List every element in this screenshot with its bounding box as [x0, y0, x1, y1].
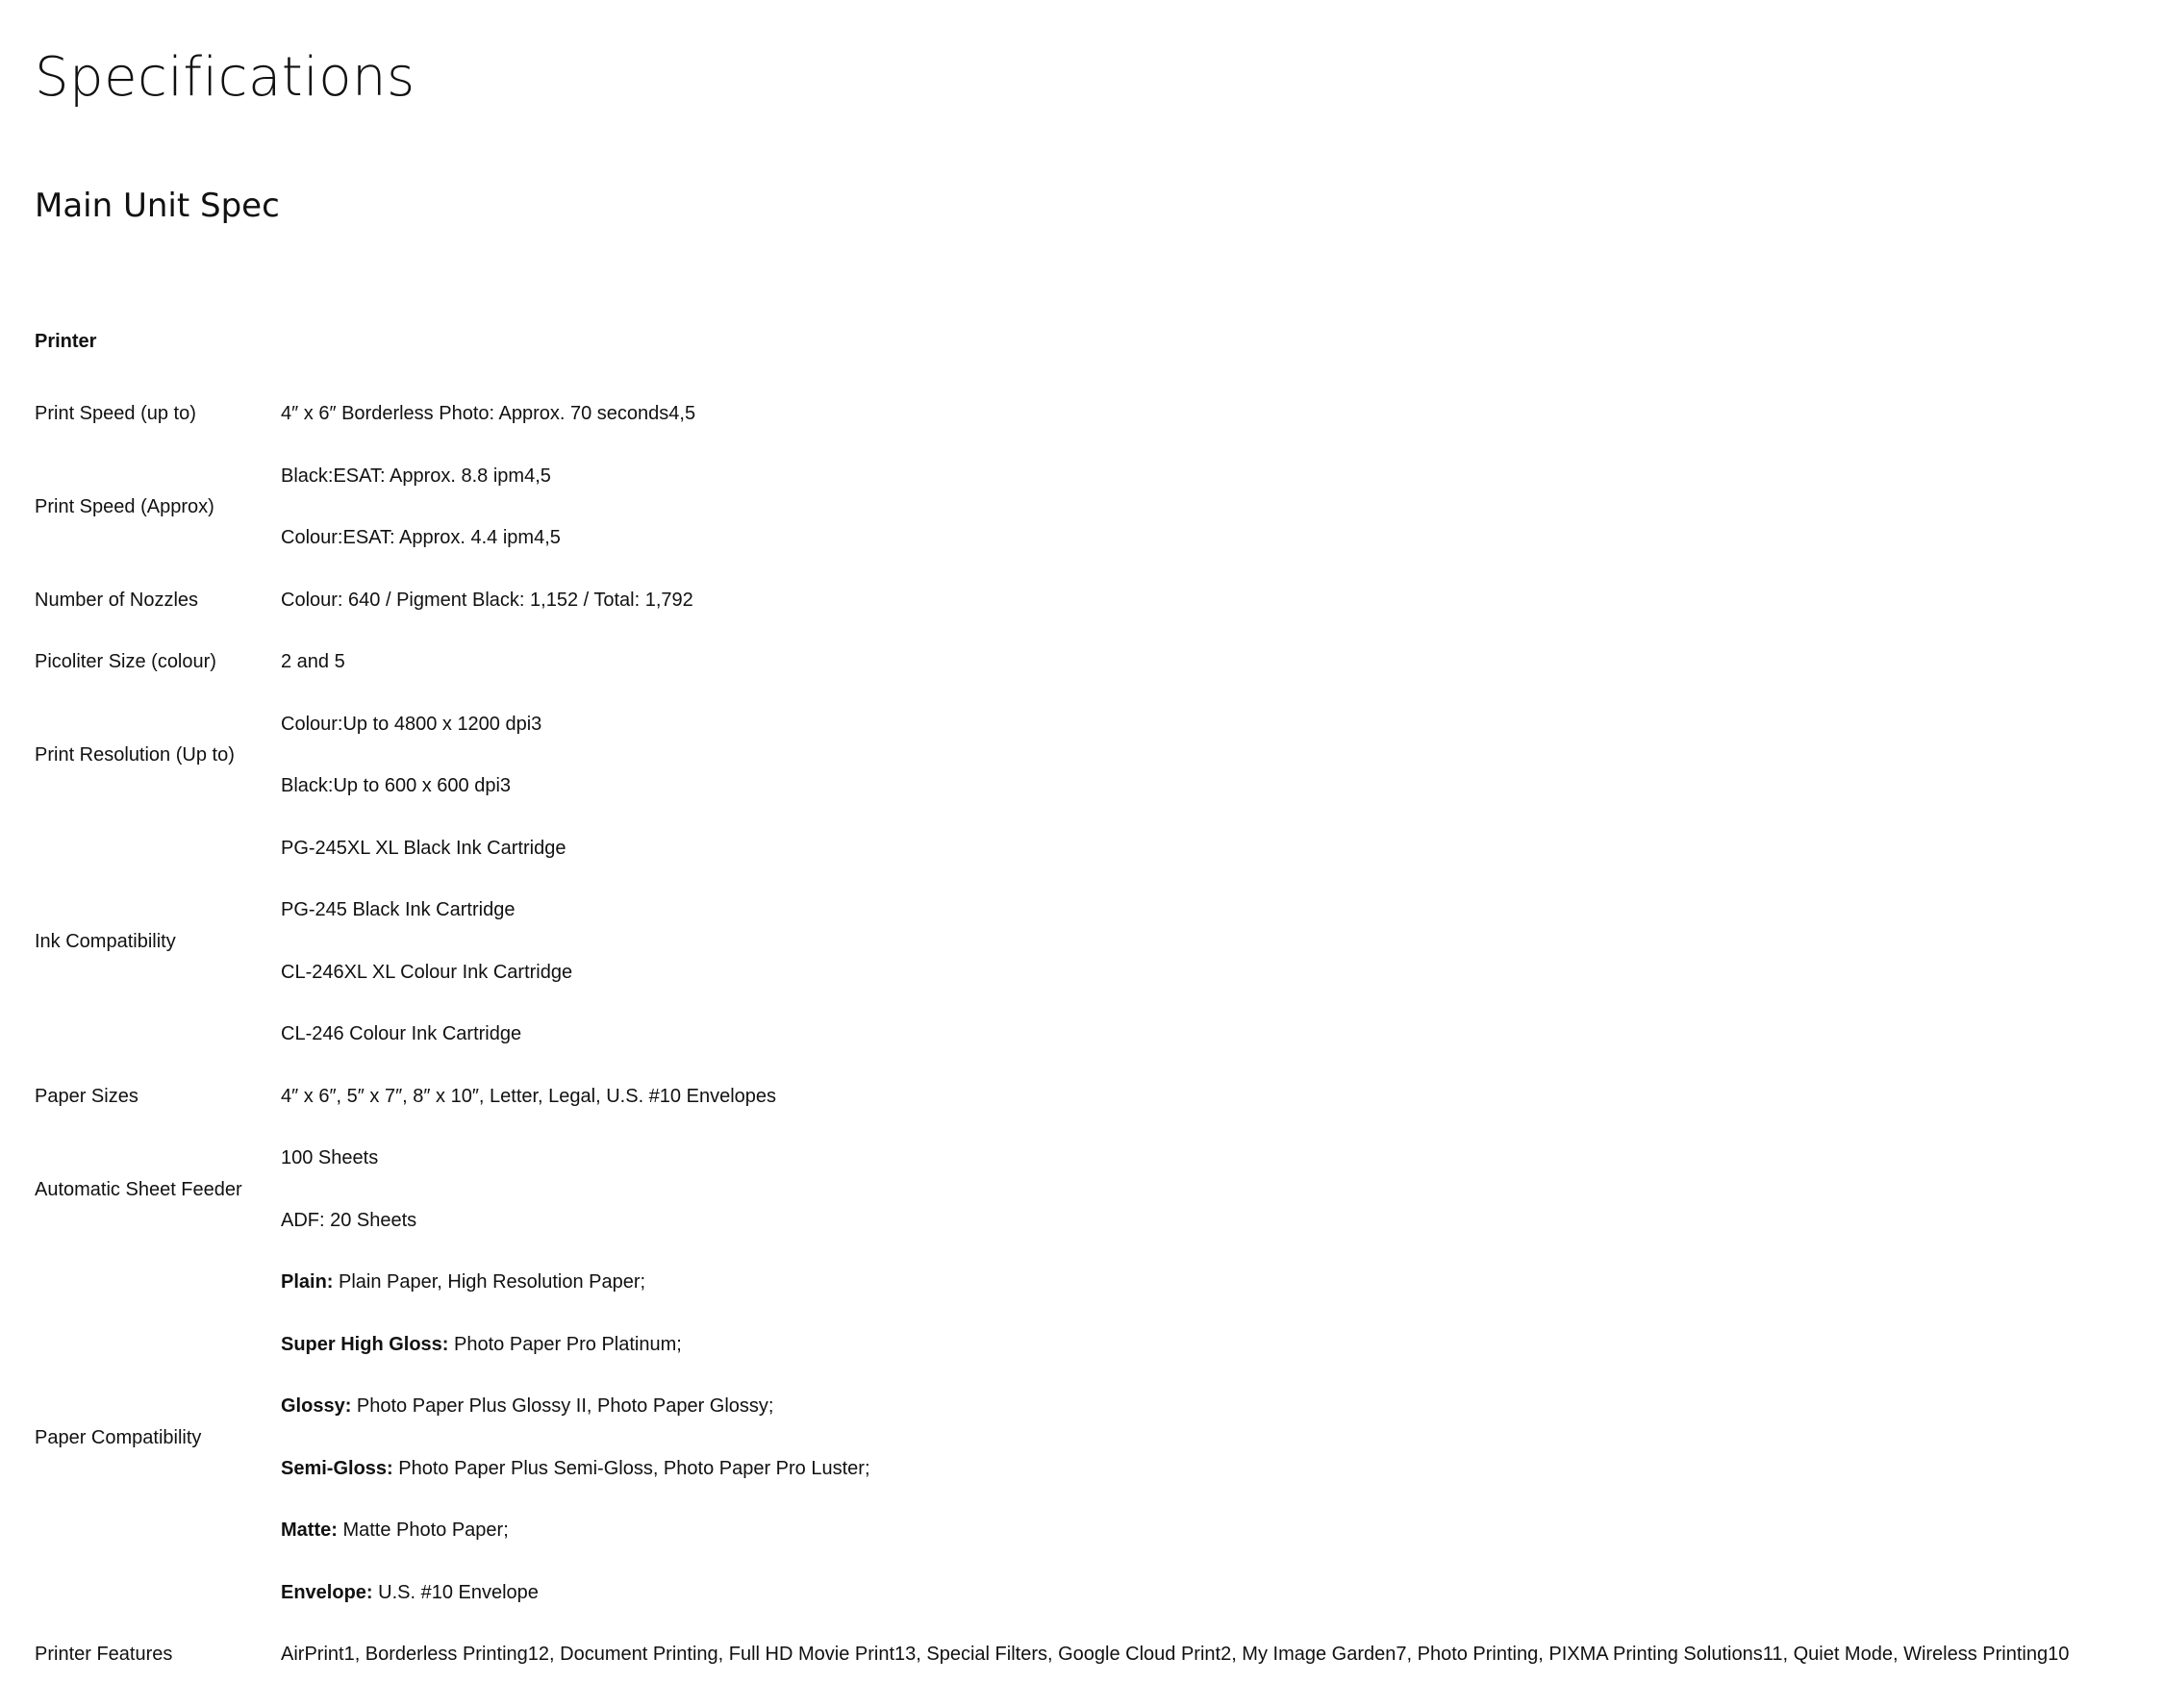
- spec-value: Colour:Up to 4800 x 1200 dpi3: [281, 713, 542, 735]
- spec-value: 4″ x 6″, 5″ x 7″, 8″ x 10″, Letter, Legal, U.S. #10 Envelopes: [281, 1085, 776, 1107]
- page-title: Specifications: [35, 46, 415, 109]
- spec-label: Print Speed (Approx): [35, 496, 214, 517]
- spec-value: [281, 1314, 2164, 1376]
- spec-value: ADF: 20 Sheets: [281, 1209, 417, 1231]
- spec-label: Ink Compatibility: [35, 930, 176, 952]
- spec-values: [281, 383, 2164, 445]
- spec-value: Black:Up to 600 x 600 dpi3: [281, 775, 512, 796]
- spec-value: CL-246 Colour Ink Cartridge: [281, 1023, 522, 1044]
- spec-values: [281, 693, 2164, 817]
- spec-label: Number of Nozzles: [35, 589, 199, 611]
- spec-value: [281, 1438, 2164, 1500]
- spec-label: Printer Features: [35, 1644, 173, 1666]
- spec-value: Black:ESAT: Approx. 8.8 ipm4,5: [281, 465, 551, 487]
- spec-row: [35, 569, 2164, 632]
- spec-row: [35, 817, 2164, 1066]
- spec-value: AirPrint1, Borderless Printing12, Document Printing, Full HD Movie Print13, Special Filters, Google Cloud Print2, My Image Garden7, Photo Printing, PIXMA Printing Solutions11, Quiet Mode, Wireless Printing10: [281, 1644, 2070, 1665]
- paper-type-text: U.S. #10 Envelope: [372, 1581, 539, 1603]
- spec-row: [35, 445, 2164, 569]
- spec-label: Print Speed (up to): [35, 403, 196, 425]
- paper-type-label: Plain:: [281, 1271, 334, 1293]
- spec-rows: [35, 383, 2164, 1686]
- spec-values: [281, 1127, 2164, 1251]
- spec-label: Picoliter Size (colour): [35, 651, 216, 673]
- paper-type-text: Plain Paper, High Resolution Paper;: [333, 1271, 646, 1293]
- spec-values: [281, 1623, 2164, 1686]
- paper-type-label: Super High Gloss:: [281, 1333, 449, 1355]
- spec-label: Print Resolution (Up to): [35, 744, 235, 766]
- spec-row: [35, 1066, 2164, 1128]
- spec-row: [35, 631, 2164, 693]
- paper-type-label: Envelope:: [281, 1581, 373, 1603]
- spec-value: 100 Sheets: [281, 1147, 379, 1168]
- spec-value: Colour: 640 / Pigment Black: 1,152 / Total: 1,792: [281, 589, 693, 611]
- spec-label: Paper Compatibility: [35, 1426, 202, 1448]
- spec-row: [35, 1623, 2164, 1686]
- spec-row: [35, 1251, 2164, 1623]
- spec-value: 4″ x 6″ Borderless Photo: Approx. 70 seconds4,5: [281, 403, 696, 424]
- spec-row: [35, 693, 2164, 817]
- spec-values: [281, 631, 2164, 693]
- spec-value: [281, 1375, 2164, 1438]
- spec-value: PG-245 Black Ink Cartridge: [281, 899, 516, 920]
- paper-type-label: Semi-Gloss:: [281, 1457, 393, 1479]
- spec-values: [281, 445, 2164, 569]
- paper-type-text: Photo Paper Plus Semi-Gloss, Photo Paper Pro Luster;: [392, 1457, 870, 1479]
- spec-value: CL-246XL XL Colour Ink Cartridge: [281, 961, 573, 983]
- spec-table: [35, 317, 2164, 1686]
- paper-type-text: Matte Photo Paper;: [337, 1520, 509, 1541]
- spec-row: [35, 383, 2164, 445]
- paper-type-label: Matte:: [281, 1520, 338, 1541]
- spec-value: [281, 1499, 2164, 1562]
- section-title: Main Unit Spec: [35, 187, 280, 225]
- spec-value: Colour:ESAT: Approx. 4.4 ipm4,5: [281, 527, 561, 548]
- spec-label: Automatic Sheet Feeder: [35, 1178, 242, 1200]
- spec-values: [281, 1251, 2164, 1623]
- paper-type-label: Glossy:: [281, 1395, 352, 1417]
- spec-label: Paper Sizes: [35, 1085, 138, 1107]
- spec-value: [281, 1562, 2164, 1624]
- spec-value: 2 and 5: [281, 651, 345, 672]
- spec-row: [35, 1127, 2164, 1251]
- spec-value: [281, 1251, 2164, 1314]
- paper-type-text: Photo Paper Plus Glossy II, Photo Paper Glossy;: [351, 1395, 774, 1417]
- spec-values: [281, 1066, 2164, 1128]
- group-title: Printer: [35, 331, 97, 352]
- paper-type-text: Photo Paper Pro Platinum;: [448, 1333, 682, 1355]
- spec-value: PG-245XL XL Black Ink Cartridge: [281, 837, 566, 859]
- spec-values: [281, 569, 2164, 632]
- spec-values: [281, 817, 2164, 1066]
